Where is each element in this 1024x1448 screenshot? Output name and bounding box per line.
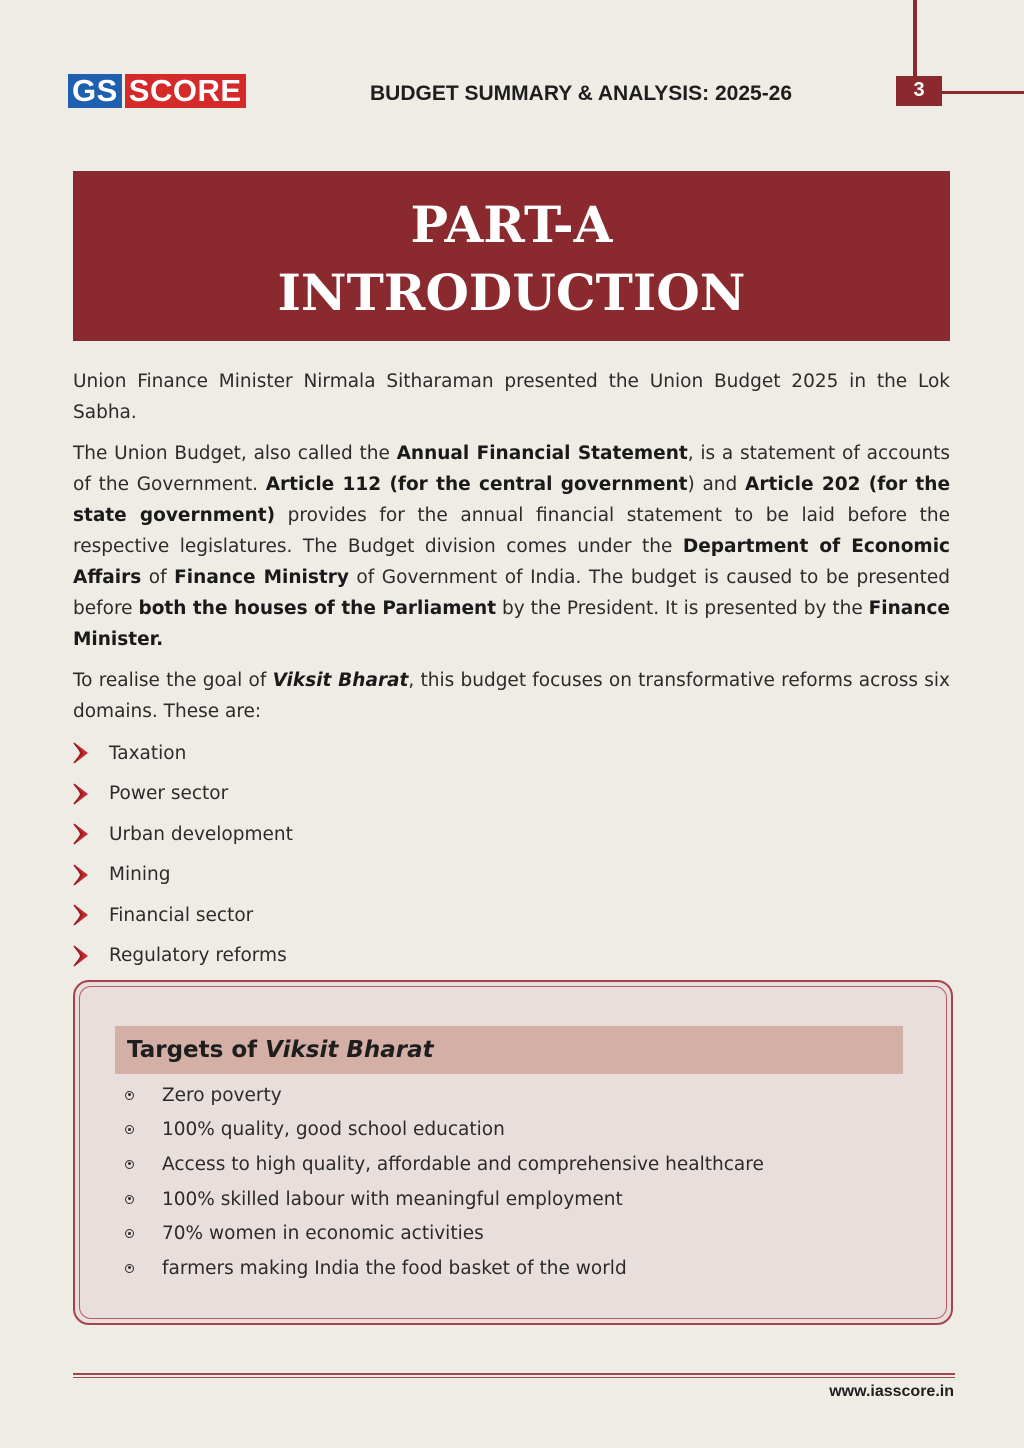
text-run: ) and	[687, 474, 746, 495]
bold-run: Viksit Bharat	[272, 670, 409, 691]
banner-part-label: PART-A	[410, 195, 613, 254]
target-label: 100% quality, good school education	[162, 1119, 505, 1141]
target-label: 70% women in economic activities	[162, 1223, 484, 1245]
targets-box-title	[115, 1026, 903, 1074]
chevron-right-icon	[73, 783, 91, 805]
chevron-right-icon	[73, 864, 91, 886]
footer-rule	[73, 1373, 955, 1375]
target-item	[125, 1182, 764, 1217]
intro-body	[73, 366, 950, 737]
domain-label: Taxation	[109, 742, 187, 764]
domain-item	[73, 814, 293, 855]
target-label: farmers making India the food basket of the world	[162, 1257, 627, 1279]
target-label: 100% skilled labour with meaningful employment	[162, 1188, 623, 1210]
header-title: BUDGET SUMMARY & ANALYSIS: 2025-26	[370, 82, 793, 105]
chevron-right-icon	[73, 904, 91, 926]
targets-box	[73, 980, 953, 1325]
circle-bullet-icon	[125, 1229, 134, 1238]
domain-label: Mining	[109, 864, 171, 886]
chevron-right-icon	[73, 945, 91, 967]
domain-item	[73, 936, 293, 977]
text-run: of	[141, 567, 175, 588]
targets-title-italic: Viksit Bharat	[265, 1037, 434, 1063]
circle-bullet-icon	[125, 1264, 134, 1273]
text-run: , this budget focuses on transformative reforms across six domains. These are:	[73, 670, 950, 722]
target-label: Zero poverty	[162, 1084, 282, 1106]
logo-score-text: SCORE	[125, 74, 246, 108]
target-item	[125, 1147, 764, 1182]
bold-run: Article 202 (for the state government)	[73, 474, 950, 526]
gsscore-logo[interactable]	[68, 74, 246, 108]
text-run: The Union Budget, also called the	[73, 443, 397, 464]
paragraph-1: Union Finance Minister Nirmala Sitharaman presented the Union Budget 2025 in the Lok Sabha.	[73, 371, 950, 423]
page-number-badge: 3	[896, 76, 942, 106]
banner-title: INTRODUCTION	[277, 263, 746, 322]
footer-rule-thin	[73, 1377, 955, 1378]
bold-run: Article 112 (for the central government	[265, 474, 688, 495]
target-item	[125, 1216, 764, 1251]
bold-run: Finance Ministry	[174, 567, 349, 588]
footer-website-link[interactable]: www.iasscore.in	[829, 1383, 954, 1400]
circle-bullet-icon	[125, 1091, 134, 1100]
logo-gs-text: GS	[68, 74, 122, 108]
paragraph-2	[73, 438, 950, 655]
target-item	[125, 1078, 764, 1113]
text-run: provides for the annual financial statement to be laid before the respective legislatures. The Budget division comes under the	[73, 505, 950, 557]
circle-bullet-icon	[125, 1125, 134, 1134]
chevron-right-icon	[73, 742, 91, 764]
target-item	[125, 1251, 764, 1286]
bold-run: Department of Economic Affairs	[73, 536, 950, 588]
domain-label: Regulatory reforms	[109, 945, 287, 967]
targets-list	[125, 1078, 764, 1286]
chevron-right-icon	[73, 823, 91, 845]
domain-label: Power sector	[109, 783, 229, 805]
paragraph-3	[73, 665, 950, 727]
domain-label: Financial sector	[109, 904, 254, 926]
section-banner	[73, 171, 950, 341]
domain-label: Urban development	[109, 823, 293, 845]
domain-item	[73, 774, 293, 815]
circle-bullet-icon	[125, 1195, 134, 1204]
header-vertical-rule	[913, 0, 917, 80]
text-run: of Government of India. The budget is caused to be presented before	[73, 567, 951, 619]
header-horizontal-rule	[942, 91, 1024, 94]
text-run: , is a statement of accounts of the Government.	[73, 443, 950, 495]
text-run: To realise the goal of	[73, 670, 273, 691]
domain-item	[73, 895, 293, 936]
domain-list	[73, 733, 293, 976]
domain-item	[73, 855, 293, 896]
text-run: by the President. It is presented by the	[496, 598, 869, 619]
targets-title-prefix: Targets of	[127, 1037, 266, 1063]
target-item	[125, 1113, 764, 1148]
target-label: Access to high quality, affordable and comprehensive healthcare	[162, 1153, 764, 1175]
bold-run: both the houses of the Parliament	[138, 598, 497, 619]
bold-run: Finance Minister.	[73, 598, 950, 650]
domain-item	[73, 733, 293, 774]
bold-run: Annual Financial Statement	[396, 443, 688, 464]
circle-bullet-icon	[125, 1160, 134, 1169]
